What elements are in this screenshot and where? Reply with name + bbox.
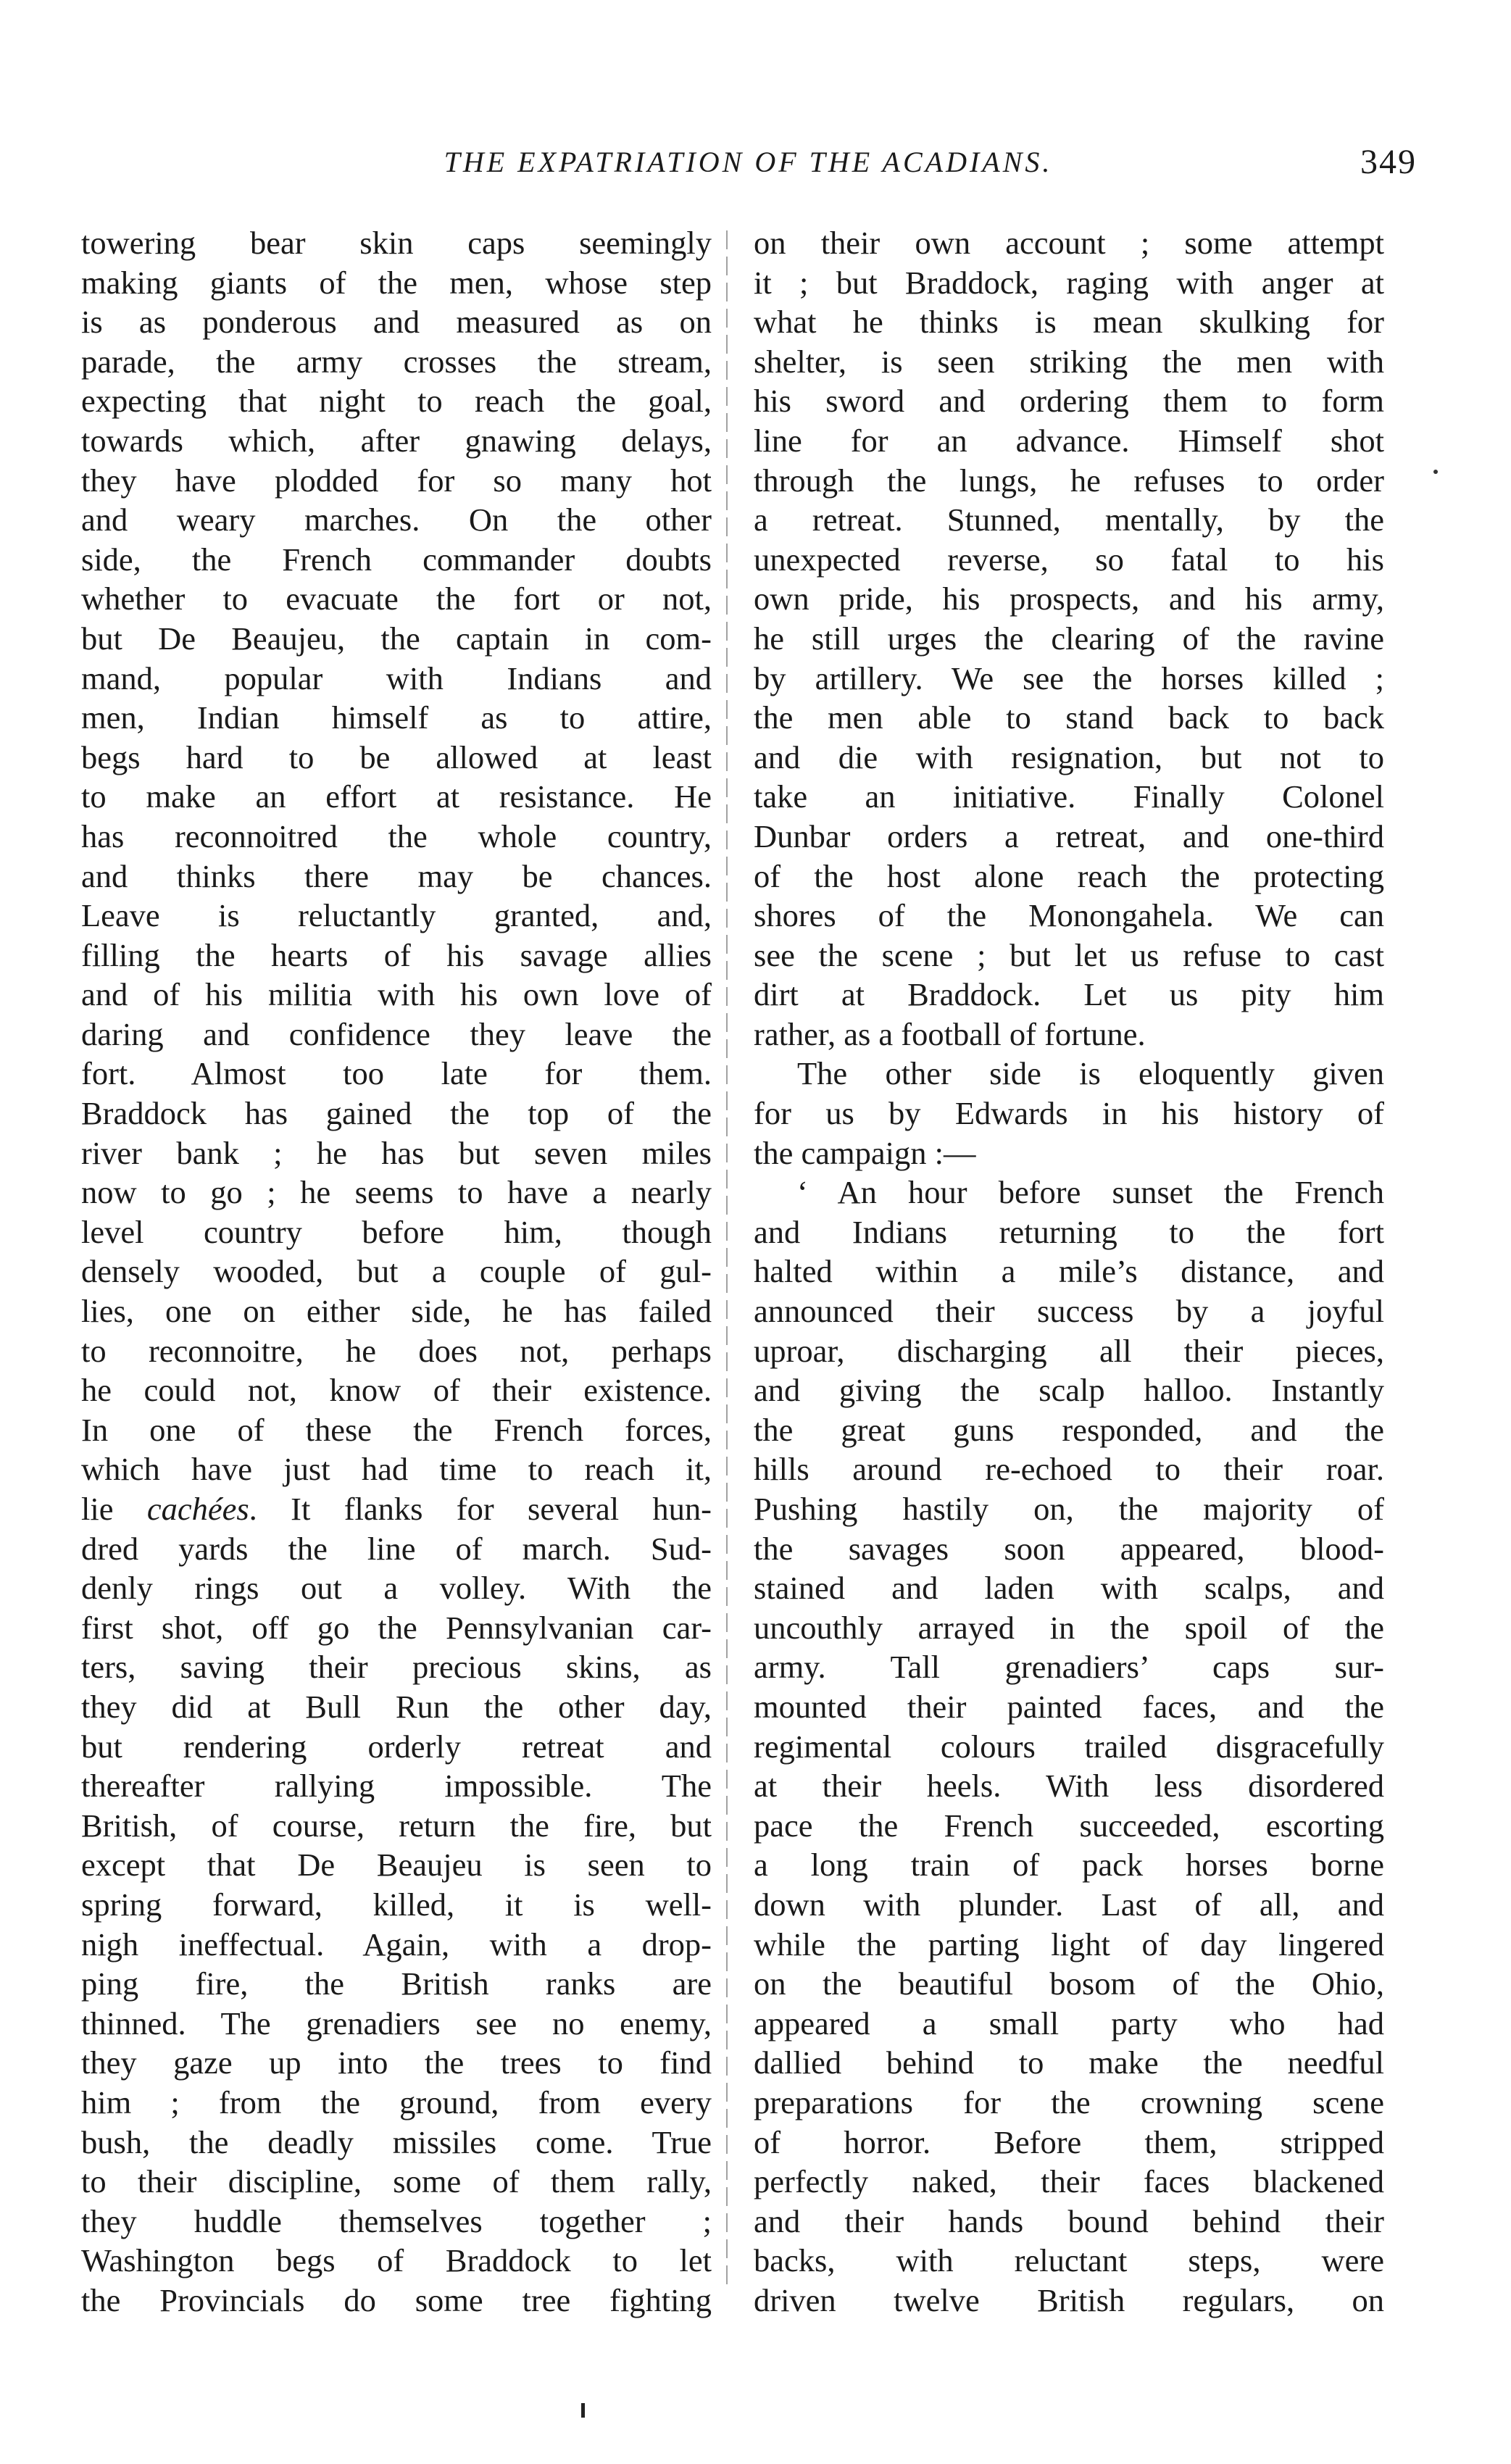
text-line: he could not, know of their existence. xyxy=(81,1372,712,1409)
text-line: the campaign :— xyxy=(754,1134,976,1171)
text-line: thereafter rallying impossible. The xyxy=(81,1768,712,1805)
text-line: mand, popular with Indians and xyxy=(81,659,712,696)
text-line: halted within a mile’s distance, and xyxy=(754,1253,1384,1290)
text-line: ‘ An hour before sunset the French xyxy=(797,1174,1384,1211)
text-line: they huddle themselves together ; xyxy=(81,2202,712,2239)
text-line: while the parting light of day lingered xyxy=(754,1926,1384,1963)
text-line: densely wooded, but a couple of gul- xyxy=(81,1253,712,1290)
text-line: first shot, off go the Pennsylvanian car- xyxy=(81,1609,712,1646)
text-line: at their heels. With less disordered xyxy=(754,1768,1384,1805)
text-line: and of his militia with his own love of xyxy=(81,976,712,1013)
text-line: the men able to stand back to back xyxy=(754,699,1384,736)
text-line: expecting that night to reach the goal, xyxy=(81,383,712,420)
text-line: dallied behind to make the needful xyxy=(754,2044,1384,2081)
text-line: uproar, discharging all their pieces, xyxy=(754,1332,1384,1369)
text-line: what he thinks is mean skulking for xyxy=(754,304,1384,341)
text-line: is as ponderous and measured as on xyxy=(81,304,712,341)
text-line: nigh ineffectual. Again, with a drop- xyxy=(81,1926,712,1963)
text-line: announced their success by a joyful xyxy=(754,1293,1384,1330)
text-line: appeared a small party who had xyxy=(754,2005,1384,2041)
stray-mark xyxy=(1433,470,1438,474)
text-line: the great guns responded, and the xyxy=(754,1411,1384,1448)
text-line: which have just had time to reach it, xyxy=(81,1451,712,1488)
text-line: army. Tall grenadiers’ caps sur- xyxy=(754,1649,1384,1686)
text-line: ters, saving their precious skins, as xyxy=(81,1649,712,1686)
text-line: making giants of the men, whose step xyxy=(81,264,712,301)
text-line: own pride, his prospects, and his army, xyxy=(754,580,1384,617)
italic-word: cachées xyxy=(146,1491,249,1527)
text-line: but De Beaujeu, the captain in com- xyxy=(81,620,712,657)
text-line: pace the French succeeded, escorting xyxy=(754,1807,1384,1844)
text-line: for us by Edwards in his history of xyxy=(754,1095,1384,1132)
text-line: shelter, is seen striking the men with xyxy=(754,343,1384,380)
left-column xyxy=(81,223,712,2320)
text-line: a long train of pack horses borne xyxy=(754,1847,1384,1884)
text-line: denly rings out a volley. With the xyxy=(81,1570,712,1607)
text-line: backs, with reluctant steps, were xyxy=(754,2242,1384,2279)
text-line: British, of course, return the fire, but xyxy=(81,1807,712,1844)
text-line: Leave is reluctantly granted, and, xyxy=(81,897,712,934)
text-line: to reconnoitre, he does not, perhaps xyxy=(81,1332,712,1369)
text-line: shores of the Monongahela. We can xyxy=(754,897,1384,934)
text-line: except that De Beaujeu is seen to xyxy=(81,1847,712,1884)
text-line: dirt at Braddock. Let us pity him xyxy=(754,976,1384,1013)
text-line: level country before him, though xyxy=(81,1213,712,1250)
footer-mark xyxy=(581,2403,585,2418)
text-line: it ; but Braddock, raging with anger at xyxy=(754,264,1384,301)
text-line: The other side is eloquently given xyxy=(797,1055,1384,1092)
text-line: a retreat. Stunned, mentally, by the xyxy=(754,501,1384,538)
text-line: rather, as a football of fortune. xyxy=(754,1015,1146,1052)
text-line: men, Indian himself as to attire, xyxy=(81,699,712,736)
text-line: Braddock has gained the top of the xyxy=(81,1095,712,1132)
page-number: 349 xyxy=(1360,143,1417,181)
text-line: side, the French commander doubts xyxy=(81,541,712,578)
text-line: dred yards the line of march. Sud- xyxy=(81,1530,712,1567)
text-line: ping fire, the British ranks are xyxy=(81,1965,712,2002)
text-line: perfectly naked, their faces blackened xyxy=(754,2163,1384,2200)
text-line: take an initiative. Finally Colonel xyxy=(754,778,1384,815)
text-line: they have plodded for so many hot xyxy=(81,462,712,499)
text-line: now to go ; he seems to have a nearly xyxy=(81,1174,712,1211)
column-divider xyxy=(726,230,728,2289)
text-line: of the host alone reach the protecting xyxy=(754,857,1384,894)
text-line: and die with resignation, but not to xyxy=(754,738,1384,775)
text-line: his sword and ordering them to form xyxy=(754,383,1384,420)
text-line: him ; from the ground, from every xyxy=(81,2084,712,2120)
text-line: river bank ; he has but seven miles xyxy=(81,1134,712,1171)
text-line: Dunbar orders a retreat, and one-third xyxy=(754,817,1384,854)
text-line: down with plunder. Last of all, and xyxy=(754,1886,1384,1923)
text-line: the Provincials do some tree fighting xyxy=(81,2281,712,2318)
text-line: line for an advance. Himself shot xyxy=(754,422,1384,459)
text-line: begs hard to be allowed at least xyxy=(81,738,712,775)
text-line: regimental colours trailed disgracefully xyxy=(754,1728,1384,1765)
text-line: parade, the army crosses the stream, xyxy=(81,343,712,380)
text-line: towering bear skin caps seemingly xyxy=(81,225,712,261)
text-line: fort. Almost too late for them. xyxy=(81,1055,712,1092)
text-line: In one of these the French forces, xyxy=(81,1411,712,1448)
text-line: to their discipline, some of them rally, xyxy=(81,2163,712,2200)
text-line: driven twelve British regulars, on xyxy=(754,2281,1384,2318)
text-line: bush, the deadly missiles come. True xyxy=(81,2123,712,2160)
right-column xyxy=(754,223,1384,2320)
text-line: and Indians returning to the fort xyxy=(754,1213,1384,1250)
text-line: lie cachées. It flanks for several hun- xyxy=(81,1491,712,1527)
text-line: and giving the scalp halloo. Instantly xyxy=(754,1372,1384,1409)
text-line: towards which, after gnawing delays, xyxy=(81,422,712,459)
text-line: unexpected reverse, so fatal to his xyxy=(754,541,1384,578)
text-line: the savages soon appeared, blood- xyxy=(754,1530,1384,1567)
text-line: of horror. Before them, stripped xyxy=(754,2123,1384,2160)
text-line: they gaze up into the trees to find xyxy=(81,2044,712,2081)
text-line: and their hands bound behind their xyxy=(754,2202,1384,2239)
text-line: to make an effort at resistance. He xyxy=(81,778,712,815)
text-line: and weary marches. On the other xyxy=(81,501,712,538)
text-line: uncouthly arrayed in the spoil of the xyxy=(754,1609,1384,1646)
text-line: thinned. The grenadiers see no enemy, xyxy=(81,2005,712,2041)
text-line: through the lungs, he refuses to order xyxy=(754,462,1384,499)
text-line: lies, one on either side, he has failed xyxy=(81,1293,712,1330)
text-line: they did at Bull Run the other day, xyxy=(81,1688,712,1725)
text-line: on their own account ; some attempt xyxy=(754,225,1384,261)
text-line: hills around re-echoed to their roar. xyxy=(754,1451,1384,1488)
text-line: he still urges the clearing of the ravine xyxy=(754,620,1384,657)
text-line: spring forward, killed, it is well- xyxy=(81,1886,712,1923)
text-line: filling the hearts of his savage allies xyxy=(81,936,712,973)
text-line: stained and laden with scalps, and xyxy=(754,1570,1384,1607)
text-line: on the beautiful bosom of the Ohio, xyxy=(754,1965,1384,2002)
text-line: preparations for the crowning scene xyxy=(754,2084,1384,2120)
text-line: whether to evacuate the fort or not, xyxy=(81,580,712,617)
text-line: Washington begs of Braddock to let xyxy=(81,2242,712,2279)
running-title: THE EXPATRIATION OF THE ACADIANS. xyxy=(444,146,1053,178)
text-line: has reconnoitred the whole country, xyxy=(81,817,712,854)
text-line: by artillery. We see the horses killed ; xyxy=(754,659,1384,696)
text-line: but rendering orderly retreat and xyxy=(81,1728,712,1765)
text-line: see the scene ; but let us refuse to cast xyxy=(754,936,1384,973)
text-line: mounted their painted faces, and the xyxy=(754,1688,1384,1725)
text-line: Pushing hastily on, the majority of xyxy=(754,1491,1384,1527)
text-line: daring and confidence they leave the xyxy=(81,1015,712,1052)
text-line: and thinks there may be chances. xyxy=(81,857,712,894)
running-header xyxy=(80,145,1417,196)
